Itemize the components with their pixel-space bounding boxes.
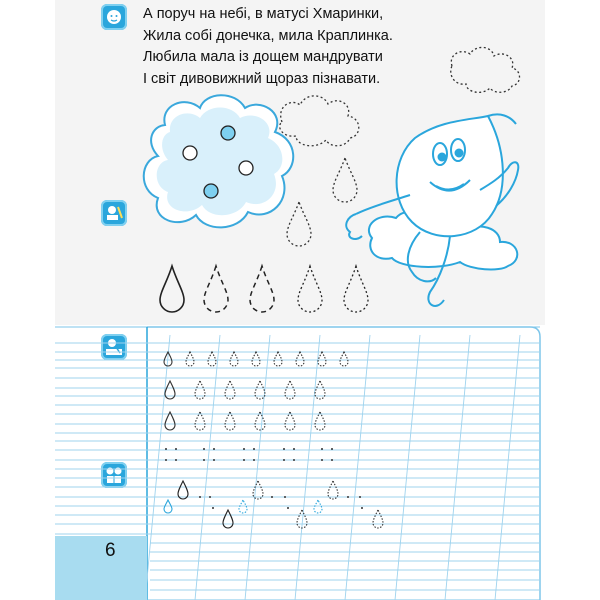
dashed-raindrop: [250, 266, 274, 312]
trace-row-3: [165, 412, 325, 430]
page-number-tab: [55, 536, 147, 600]
poem-line-4: І світ дивовижний щораз пізнавати.: [143, 70, 381, 87]
dotted-raindrop: [298, 266, 322, 312]
mother-cloud: [144, 95, 294, 227]
droplet-character: [346, 114, 518, 306]
poem-line-2: Жила собі донечка, мила Краплинка.: [143, 27, 393, 44]
filled-circle: [221, 126, 235, 140]
empty-circle: [239, 161, 253, 175]
poem-line-1: А поруч на небі, в матусі Хмаринки,: [143, 6, 384, 22]
dotted-raindrop: [287, 202, 311, 246]
dotted-cloud: [280, 96, 359, 146]
left-margin-lines: [55, 343, 100, 534]
filled-circle: [204, 184, 218, 198]
poem-line-3: Любила мала із дощем мандрувати: [143, 49, 383, 65]
solid-raindrop: [160, 266, 184, 312]
dotted-raindrop: [344, 266, 368, 312]
trace-row-1: [164, 352, 348, 366]
dotted-raindrop: [333, 158, 357, 202]
page-number: 6: [105, 540, 116, 561]
slant-lines: [145, 335, 520, 600]
trace-row-5: [164, 481, 383, 528]
empty-circle: [183, 146, 197, 160]
trace-row-5-dots: [199, 496, 363, 509]
dashed-raindrop: [204, 266, 228, 312]
dotted-cloud: [451, 47, 520, 92]
